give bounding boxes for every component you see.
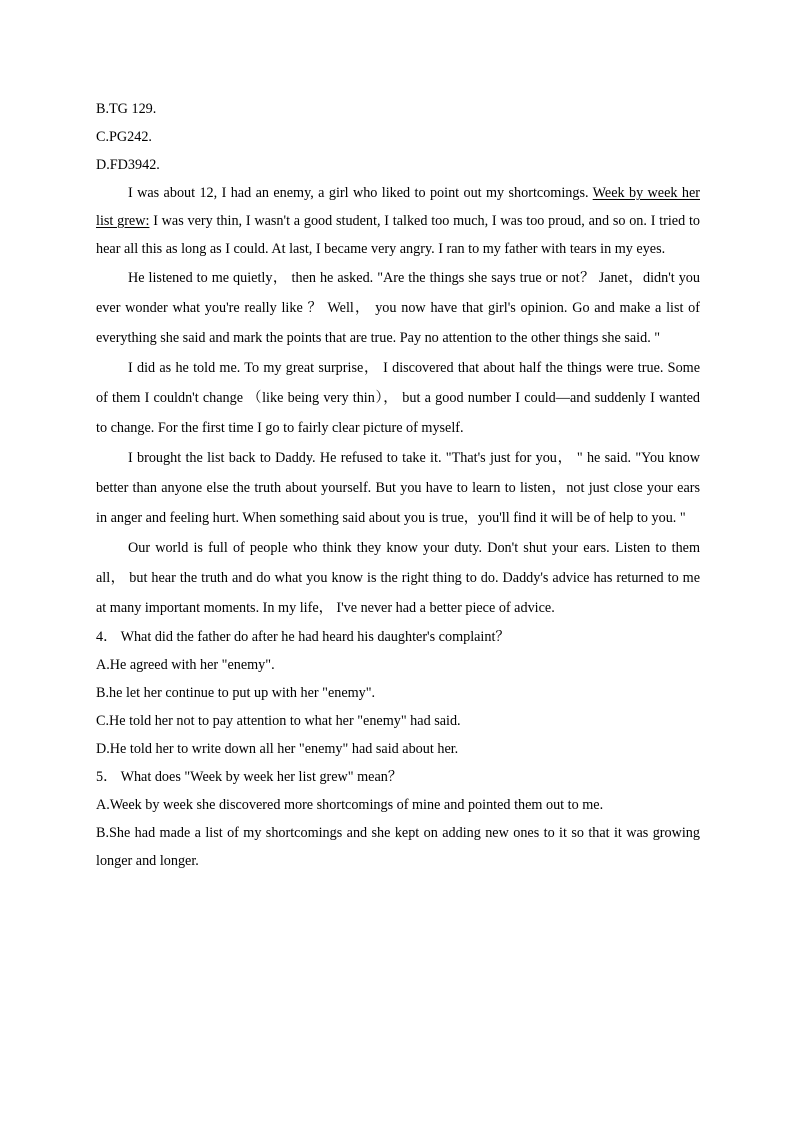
document-page bbox=[96, 95, 700, 875]
passage-paragraph-4: I brought the list back to Daddy. He refused to take it. "That's just for you， " he said. "You know better than anyone else the truth about yourself. But you have to learn to listen，not just close your ears in anger and feeling hurt. When something said about you is true，you'll find it will be of help to you. " bbox=[96, 450, 700, 526]
q4-option-c: C.He told her not to pay attention to what her "enemy" had said. bbox=[96, 713, 461, 729]
option-d-prev: D.FD3942. bbox=[96, 157, 160, 173]
passage-paragraph-5: Our world is full of people who think they know your duty. Don't shut your ears. Listen to them all， but hear the truth and do what you know is the right thing to do. Daddy's advice has returned to me at many important moments. In my life， I've never had a better piece of advice. bbox=[96, 540, 700, 616]
q4-option-d: D.He told her to write down all her "enemy" had said about her. bbox=[96, 741, 459, 757]
question-5: 5． What does "Week by week her list grew" mean？ bbox=[96, 769, 403, 785]
passage-paragraph-2: He listened to me quietly， then he asked. "Are the things she says true or not？ Janet，didn't you ever wonder what you're really like ？ Well， you now have that girl's opinion. Go and make a list of everything she said and mark the points that are true. Pay no attention to the other things she said. " bbox=[96, 270, 700, 346]
option-b-prev: B.TG 129. bbox=[96, 101, 157, 117]
q4-option-a: A.He agreed with her "enemy". bbox=[96, 657, 275, 673]
p1-text-after: I was very thin, I wasn't a good student, I talked too much, I was too proud, and so on. I tried to hear all this as long as I could. At last, I became very angry. I ran to my father with tears in my eyes. bbox=[96, 213, 700, 257]
underlined-phrase: Week by week her list grew: bbox=[96, 185, 700, 229]
p1-text-before: I was about 12, I had an enemy, a girl who liked to point out my shortcomings. bbox=[128, 185, 593, 201]
q5-option-a: A.Week by week she discovered more shortcomings of mine and pointed them out to me. bbox=[96, 797, 604, 813]
question-4: 4． What did the father do after he had heard his daughter's complaint？ bbox=[96, 629, 510, 645]
q5-option-b: B.She had made a list of my shortcomings and she kept on adding new ones to it so that it was growing longer and longer. bbox=[96, 825, 700, 869]
q4-option-b: B.he let her continue to put up with her "enemy". bbox=[96, 685, 376, 701]
option-c-prev: C.PG242. bbox=[96, 129, 152, 145]
passage-paragraph-1 bbox=[96, 179, 700, 263]
passage-paragraph-3: I did as he told me. To my great surprise， I discovered that about half the things were true. Some of them I couldn't change （like being very thin）， but a good number I could—and suddenly I wanted to change. For the first time I go to fairly clear picture of myself. bbox=[96, 360, 700, 436]
